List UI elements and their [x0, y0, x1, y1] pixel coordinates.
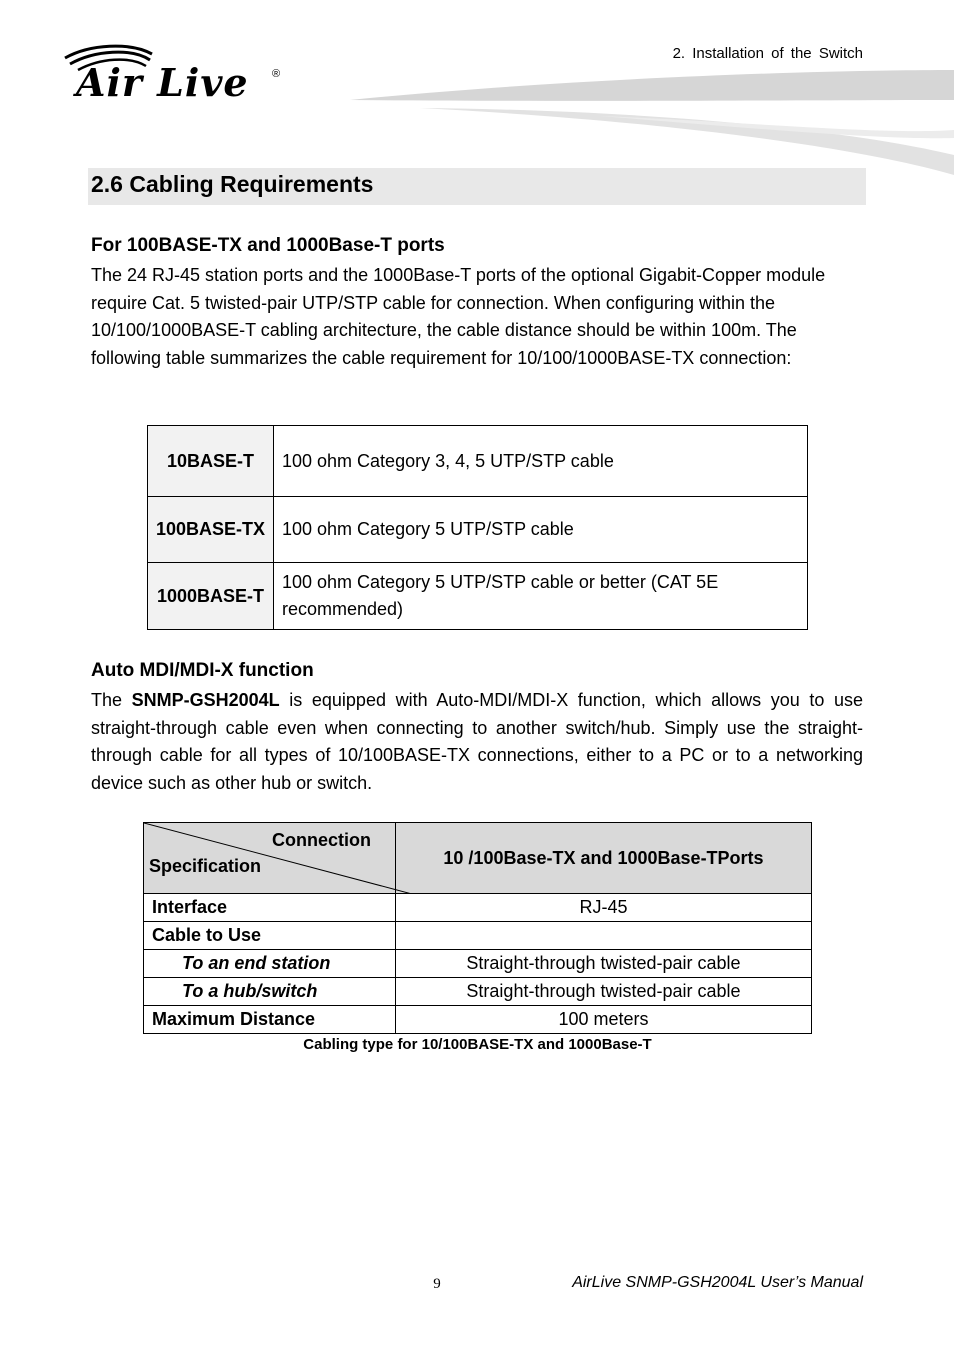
table-row [144, 1006, 812, 1034]
spec-value: Straight-through twisted-pair cable [396, 950, 812, 978]
spec-label: Maximum Distance [144, 1006, 396, 1034]
corner-label-specification: Specification [149, 856, 262, 876]
cable-type-cell: 10BASE-T [148, 426, 274, 497]
registered-mark: ® [272, 68, 281, 80]
table-row [144, 922, 812, 950]
logo-wordmark: Air Live [76, 60, 249, 105]
spec-label: Interface [144, 894, 396, 922]
spec-value [396, 922, 812, 950]
running-header: 2. Installation of the Switch [672, 45, 863, 62]
mdi-heading: Auto MDI/MDI-X function [91, 660, 314, 681]
page-number: 9 [433, 1276, 441, 1292]
cable-requirements-table [147, 425, 808, 630]
corner-label-connection: Connection [272, 830, 371, 850]
cable-requirement-cell: 100 ohm Category 3, 4, 5 UTP/STP cable [274, 426, 808, 497]
cable-type-cell: 100BASE-TX [148, 497, 274, 563]
table-row [144, 894, 812, 922]
table-row [144, 978, 812, 1006]
section-title: 2.6 Cabling Requirements [91, 171, 374, 197]
mdi-intro: The [91, 690, 132, 710]
table-row [148, 563, 808, 630]
product-name: SNMP-GSH2004L [131, 690, 280, 710]
table-row [148, 426, 808, 497]
cable-requirement-cell: 100 ohm Category 5 UTP/STP cable or better (CAT 5E recommended) [274, 563, 808, 630]
spec-label: To a hub/switch [144, 978, 396, 1006]
connection-spec-table [143, 822, 812, 1034]
ports-heading: For 100BASE-TX and 1000Base-T ports [91, 235, 445, 256]
spec-value: Straight-through twisted-pair cable [396, 978, 812, 1006]
column-header: 10 /100Base-TX and 1000Base-TPorts [396, 823, 812, 894]
cable-requirement-cell: 100 ohm Category 5 UTP/STP cable [274, 497, 808, 563]
ports-paragraph: The 24 RJ-45 station ports and the 1000Base-T ports of the optional Gigabit-Copper module require Cat. 5 twisted-pair UTP/STP cable for connection. When configuring within the 10/100/1000BASE-T cabling architecture, the cable distance should be within 100m. The following table summarizes the cable requirement for 10/100/1000BASE-TX connection: [91, 265, 826, 369]
mdi-paragraph [91, 687, 863, 798]
table-row [144, 950, 812, 978]
table-caption: Cabling type for 10/100BASE-TX and 1000Base-T [303, 1036, 652, 1053]
spec-label: To an end station [144, 950, 396, 978]
spec-value: RJ-45 [396, 894, 812, 922]
spec-value: 100 meters [396, 1006, 812, 1034]
spec-label: Cable to Use [144, 922, 396, 950]
table-header-row [144, 823, 812, 894]
diagonal-header-cell [144, 823, 396, 894]
mdi-body: is equipped with Auto-MDI/MDI-X function, which allows you to use straight-through cable even when connecting to another switch/hub. Simply use the straight-through cable for all types of 10/100BASE-TX connections, either to a PC or to a networking device such as other hub or switch. [91, 690, 863, 794]
manual-title: AirLive SNMP-GSH2004L User’s Manual [572, 1274, 863, 1291]
airlive-logo [60, 40, 290, 110]
table-row [148, 497, 808, 563]
cable-type-cell: 1000BASE-T [148, 563, 274, 630]
